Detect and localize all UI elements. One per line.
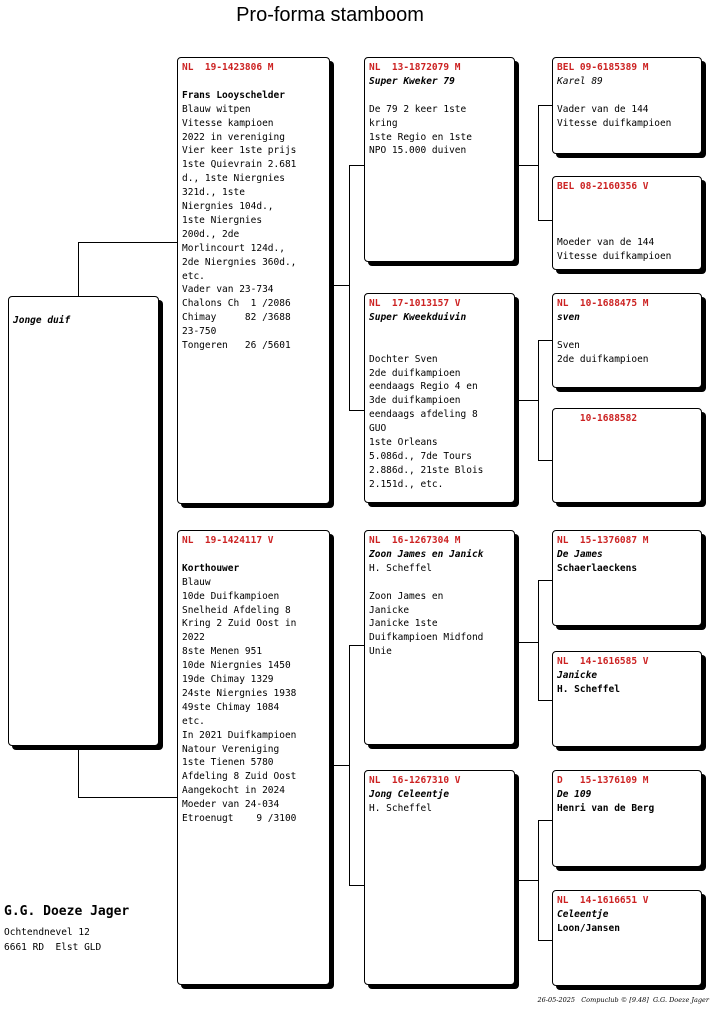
info-line: eendaags afdeling 8: [369, 409, 478, 421]
connector-line: [538, 940, 552, 941]
info-line: 8ste Menen 951: [182, 646, 263, 658]
connector-line: [515, 165, 538, 166]
info-line: 3de duifkampioen: [369, 395, 461, 407]
info-line: Unie: [369, 646, 392, 658]
ring-number: NL 14-1616585 V: [557, 656, 649, 667]
pigeon-name: Korthouwer: [182, 562, 240, 574]
info-line: 24ste Niergnies 1938: [182, 687, 297, 699]
info-line: Duifkampioen Midfond: [369, 632, 484, 644]
info-line: eendaags Regio 4 en: [369, 381, 478, 393]
info-line: 1ste Tienen 5780: [182, 757, 274, 769]
owner-city: 6661 RD Elst GLD: [4, 942, 102, 953]
mother-card[interactable]: [177, 530, 330, 985]
info-line: 2de duifkampioen: [369, 367, 461, 379]
info-line: Natour Vereniging: [182, 743, 280, 755]
info-line: GUO: [369, 423, 387, 435]
ring-number: NL 15-1376087 M: [557, 535, 649, 546]
connector-line: [538, 460, 552, 461]
pigeon-name: sven: [557, 311, 580, 323]
connector-line: [330, 765, 350, 766]
info-line: Aangekocht in 2024: [182, 785, 285, 797]
ff-card[interactable]: [364, 57, 515, 262]
info-line: 321d., 1ste: [182, 187, 245, 199]
fmm-card[interactable]: [552, 408, 702, 503]
info-line: 2022 in vereniging: [182, 131, 285, 143]
connector-line: [538, 105, 539, 220]
breeder-name: Loon/Jansen: [557, 922, 620, 934]
father-card[interactable]: [177, 57, 330, 504]
owner-address: [4, 925, 101, 955]
info-line: Dochter Sven: [369, 353, 438, 365]
ring-number: 10-1688582: [557, 413, 638, 424]
info-line: Snelheid Afdeling 8: [182, 604, 291, 616]
footer-text: 26-05-2025 Compuclub © [9.48] G.G. Doeze Jager: [537, 996, 709, 1004]
info-line: 1ste Orleans: [369, 437, 438, 449]
info-line: 23-750: [182, 326, 217, 338]
info-line: Vier keer 1ste prijs: [182, 145, 297, 157]
connector-line: [78, 242, 79, 298]
pigeon-name: De 109: [557, 788, 592, 800]
connector-line: [538, 220, 552, 221]
info-line: Vitesse duifkampioen: [557, 250, 672, 262]
ring-number: NL 14-1616651 V: [557, 895, 649, 906]
info-line: Blauw witpen: [182, 103, 251, 115]
info-line: 10de Duifkampioen: [182, 590, 280, 602]
connector-line: [330, 285, 350, 286]
connector-line: [515, 400, 538, 401]
info-line: 2.151d., etc.: [369, 478, 444, 490]
mfm-card[interactable]: [552, 651, 702, 747]
info-line: Afdeling 8 Zuid Oost: [182, 771, 297, 783]
info-line: etc.: [182, 270, 205, 282]
connector-line: [349, 885, 364, 886]
info-line: In 2021 Duifkampioen: [182, 729, 297, 741]
pigeon-name: Zoon James en Janick: [369, 548, 484, 560]
info-line: Blauw: [182, 576, 211, 588]
info-line: Janicke: [369, 604, 410, 616]
info-line: 1ste Niergnies: [182, 214, 263, 226]
info-line: Vader van de 144: [557, 103, 649, 115]
fmf-card[interactable]: [552, 293, 702, 388]
info-line: NPO 15.000 duiven: [369, 145, 467, 157]
info-line: Vader van 23-734: [182, 284, 274, 296]
ring-number: D 15-1376109 M: [557, 775, 649, 786]
info-line: 2022: [182, 632, 205, 644]
mff-card[interactable]: [552, 530, 702, 626]
connector-line: [78, 242, 178, 243]
breeder-name: H. Scheffel: [557, 683, 620, 695]
pigeon-name: Super Kweker 79: [369, 75, 455, 87]
info-line: 1ste Regio en 1ste: [369, 131, 472, 143]
connector-line: [538, 700, 552, 701]
connector-line: [78, 797, 178, 798]
young-pigeon-card[interactable]: [8, 296, 159, 746]
info-line: d., 1ste Niergnies: [182, 173, 285, 185]
ring-number: BEL 09-6185389 M: [557, 62, 649, 73]
info-line: 2de duifkampioen: [557, 353, 649, 365]
connector-line: [538, 820, 552, 821]
connector-line: [349, 410, 364, 411]
info-line: Sven: [557, 339, 580, 351]
info-line: Moeder van 24-034: [182, 799, 280, 811]
info-line: 2de Niergnies 360d.,: [182, 256, 297, 268]
fff-card[interactable]: [552, 57, 702, 154]
connector-line: [538, 340, 539, 460]
page-title: Pro-forma stamboom: [236, 4, 424, 26]
ring-number: NL 19-1423806 M: [182, 62, 274, 73]
connector-line: [515, 642, 538, 643]
connector-line: [538, 105, 552, 106]
info-line: De 79 2 keer 1ste: [369, 103, 467, 115]
info-line: Chalons Ch 1 /2086: [182, 298, 291, 310]
info-line: Chimay 82 /3688: [182, 312, 291, 324]
info-line: 200d., 2de: [182, 228, 240, 240]
connector-line: [349, 165, 364, 166]
ring-number: NL 16-1267310 V: [369, 775, 461, 786]
pigeon-name: Frans Looyschelder: [182, 89, 285, 101]
ring-number: BEL 08-2160356 V: [557, 181, 649, 192]
pigeon-name: Celeentje: [557, 908, 609, 920]
pigeon-name: Janicke: [557, 669, 598, 681]
ring-number: NL 16-1267304 M: [369, 535, 461, 546]
pigeon-name: De James: [557, 548, 603, 560]
info-line: 1ste Quievrain 2.681: [182, 159, 297, 171]
owner-name: G.G. Doeze Jager: [4, 904, 130, 919]
connector-line: [349, 165, 350, 410]
ring-number: NL 17-1013157 V: [369, 298, 461, 309]
info-line: 10de Niergnies 1450: [182, 660, 291, 672]
ring-number: NL 10-1688475 M: [557, 298, 649, 309]
ring-number: NL 13-1872079 M: [369, 62, 461, 73]
connector-line: [538, 580, 539, 700]
info-line: 49ste Chimay 1084: [182, 701, 280, 713]
breeder-name: Schaerlaeckens: [557, 562, 638, 574]
connector-line: [515, 880, 538, 881]
breeder-name: H. Scheffel: [369, 562, 432, 574]
info-line: Etroenugt 9 /3100: [182, 813, 297, 825]
info-line: kring: [369, 117, 398, 129]
fm-card[interactable]: [364, 293, 515, 503]
mf-card[interactable]: [364, 530, 515, 745]
breeder-name: H. Scheffel: [369, 802, 432, 814]
info-line: Zoon James en: [369, 590, 444, 602]
connector-line: [78, 746, 79, 798]
mmf-card[interactable]: [552, 770, 702, 867]
pigeon-name: Super Kweekduivin: [369, 311, 467, 323]
connector-line: [349, 645, 364, 646]
ffm-card[interactable]: [552, 176, 702, 270]
info-line: 2.886d., 21ste Blois: [369, 464, 484, 476]
connector-line: [538, 580, 552, 581]
info-line: Moeder van de 144: [557, 236, 655, 248]
pigeon-name: Jonge duif: [13, 315, 71, 326]
owner-street: Ochtendnevel 12: [4, 927, 90, 938]
info-line: Vitesse duifkampioen: [557, 117, 672, 129]
pigeon-name: Jong Celeentje: [369, 788, 450, 800]
connector-line: [538, 340, 552, 341]
info-line: Vitesse kampioen: [182, 117, 274, 129]
info-line: Janicke 1ste: [369, 618, 438, 630]
info-line: Tongeren 26 /5601: [182, 340, 291, 352]
info-line: 19de Chimay 1329: [182, 674, 274, 686]
info-line: Niergnies 104d.,: [182, 201, 274, 213]
breeder-name: Henri van de Berg: [557, 802, 655, 814]
info-line: Morlincourt 124d.,: [182, 242, 285, 254]
info-line: etc.: [182, 715, 205, 727]
connector-line: [349, 645, 350, 885]
mm-card[interactable]: [364, 770, 515, 985]
pigeon-name: Karel 89: [557, 75, 603, 87]
mmm-card[interactable]: [552, 890, 702, 986]
ring-number: NL 19-1424117 V: [182, 535, 274, 546]
connector-line: [538, 820, 539, 940]
info-line: 5.086d., 7de Tours: [369, 450, 472, 462]
info-line: Kring 2 Zuid Oost in: [182, 618, 297, 630]
